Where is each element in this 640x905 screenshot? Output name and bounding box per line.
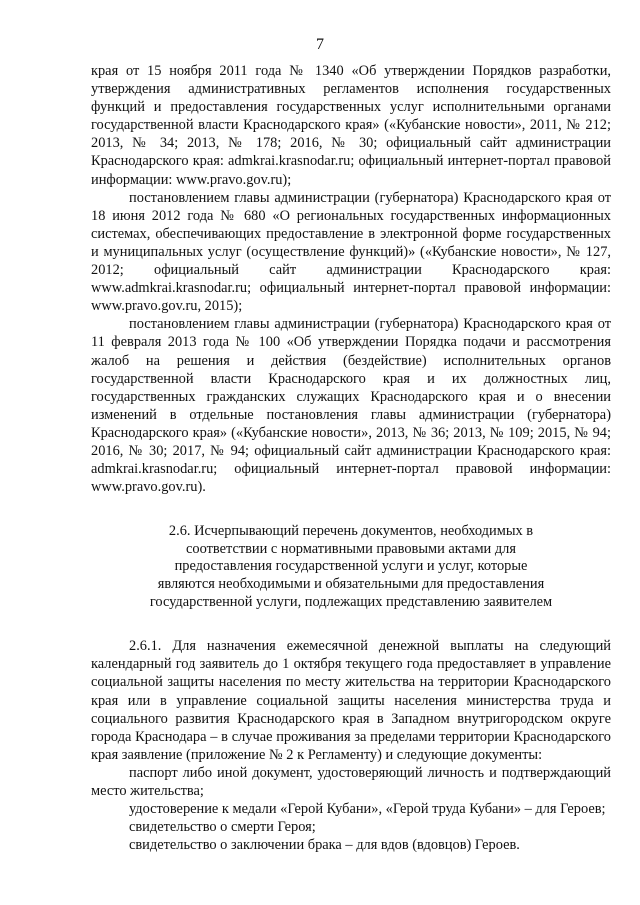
section-heading-line: 2.6. Исчерпывающий перечень документов, необходимых в <box>168 523 534 540</box>
list-item-death-certificate: свидетельство о смерти Героя; <box>129 819 316 836</box>
list-item-passport: паспорт либо иной документ, удостоверяющий личность и подтверждающий место жительства; <box>91 764 611 799</box>
paragraph-2-6-1: 2.6.1. Для назначения ежемесячной денежной выплаты на следующий календарный год заявитель до 1 октября текущего года предоставляет в управление социальной защиты населения по месту жительства на территории Краснодарского края или в управление социальной защиты населения министерства труда и социального развития Краснодарского края в Западном внутригородском округе города Краснодара – в случае проживания за пределами территории Краснодарского края заявление (приложение № 2 к Регламенту) и следующие документы: <box>91 638 611 763</box>
paragraph-resolution-100: постановлением главы администрации (губернатора) Краснодарского края от 11 февраля 2013 года № 100 «Об утверждении Порядка подачи и рассмотрения жалоб на решения и действия (бездействие) исполнительных органов государственной власти Краснодарского края и их должностных лиц, государственных гражданских служащих Краснодарского края и о внесении изменений в отдельные постановления главы администрации (губернатора) Краснодарского края» («Кубанские новости», 2013, № 36; 2013, № 109; 2015, № 94; 2016, № 30; 2017, № 94; официальный сайт администрации Краснодарского края: admkrai.krasnodar.ru; официальный интернет-портал правовой информации: www.pravo.gov.ru). <box>91 316 611 496</box>
page-number: 7 <box>316 36 324 53</box>
list-item-marriage-certificate: свидетельство о заключении брака – для вдов (вдовцов) Героев. <box>129 837 520 854</box>
section-heading-line: соответствии с нормативными правовыми актами для <box>186 540 516 557</box>
paragraph-regulation-1340: края от 15 ноября 2011 года № 1340 «Об утверждении Порядков разработки, утверждения административных регламентов исполнения государственных функций и предоставления государственных услуг исполнительными органами государственной власти Краснодарского края» («Кубанские новости», 2011, № 212; 2013, № 34; 2013, № 178; 2016, № 30; официальный сайт администрации Краснодарского края: admkrai.krasnodar.ru; официальный интернет-портал правовой информации: www.pravo.gov.ru); <box>91 63 611 188</box>
section-heading-line: государственной услуги, подлежащих представлению заявителем <box>149 593 553 610</box>
document-body <box>91 62 611 854</box>
list-item-medal-certificate: удостоверение к медали «Герой Кубани», «Герой труда Кубани» – для Героев; <box>129 801 606 818</box>
section-heading-line: предоставления государственной услуги и услуг, которые <box>174 558 528 575</box>
paragraph-resolution-680: постановлением главы администрации (губернатора) Краснодарского края от 18 июня 2012 года № 680 «О региональных государственных информационных системах, обеспечивающих предоставление в электронной форме государственных и муниципальных услуг (осуществление функций)» («Кубанские новости», № 127, 2012; официальный сайт администрации Краснодарского края: www.admkrai.krasnodar.ru; официальный интернет-портал правовой информации: www.pravo.gov.ru, 2015); <box>91 189 611 315</box>
section-heading-2-6 <box>91 523 611 611</box>
section-heading-line: являются необходимыми и обязательными для предоставления <box>157 576 545 593</box>
